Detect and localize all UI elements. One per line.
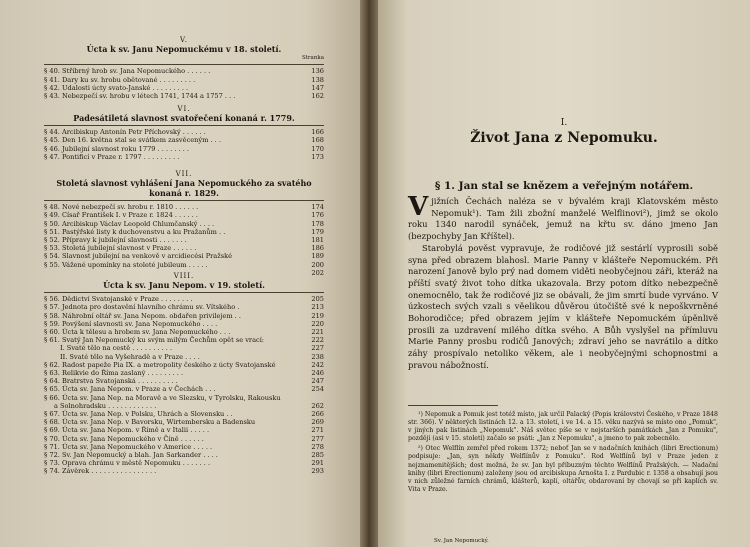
toc-entry — [44, 67, 324, 75]
toc-entry-title: Sv. Jan Nepomucký a blah. Jan Sarkander . . . . — [62, 451, 218, 460]
toc-entry-number: § 64. — [44, 377, 60, 386]
body-text — [408, 192, 718, 372]
toc-entry — [44, 303, 324, 311]
toc-entry — [44, 128, 324, 136]
toc-entry-number: § 47. — [44, 152, 60, 161]
toc-entry — [44, 76, 324, 84]
toc-entry-page: 227 — [311, 344, 324, 353]
toc-entry-number: § 73. — [44, 459, 60, 468]
toc-entry-title: Udalosti úcty svato-Janské . . . . . . . . . — [62, 83, 189, 92]
chapter-numeral: I. — [560, 118, 568, 128]
toc-entry-page: 247 — [311, 377, 324, 386]
toc-entry-page: 242 — [311, 360, 324, 369]
toc-entry-title: Jubilejní slavnost roku 1779 . . . . . . . . — [62, 144, 189, 153]
toc-entry — [44, 443, 324, 451]
toc-entry-number: § 72. — [44, 451, 60, 460]
toc-entry-title: Závěrek . . . . . . . . . . . . . . . . — [62, 467, 157, 476]
toc-entry-page: 238 — [311, 352, 324, 361]
toc-entry-title: I. Svaté tělo na cestě . . . . . . . . . . — [60, 344, 173, 353]
toc-entry-number: § 52. — [44, 236, 60, 245]
toc-entry-title: Úcta sv. Jana Nepom. v Praze a v Čechách . . . — [62, 385, 216, 394]
toc-entry-title: Slavnost jubilejní na venkově v arcidiecési Pražské — [62, 252, 232, 261]
toc-chapter-title: Úcta k sv. Janu Nepomuckému v 18. století. — [86, 44, 282, 55]
toc-entry-page: 269 — [311, 418, 324, 427]
toc-chapter-numeral: V. — [179, 36, 189, 44]
toc-entry-number: § 67. — [44, 410, 60, 419]
toc-entry-page: 200 — [311, 260, 324, 269]
toc-entry-page: 291 — [311, 459, 324, 468]
toc-entry-page: 293 — [311, 467, 324, 476]
toc-entry-title: Arcibiskup Antonín Petr Příchovský . . . . . . — [62, 128, 206, 137]
toc-chapter-title: Stoletá slavnost vyhlášení Jana Nepomuckého za svatého konaná r. 1829. — [56, 178, 312, 199]
toc-entry-title: Stříbrný hrob sv. Jana Nepomuckého . . . . . . — [62, 67, 211, 76]
right-page — [378, 0, 750, 547]
toc-entry-title: Jednota pro dostavění hlavního chrámu sv. Vítského . — [62, 303, 240, 312]
toc-entry-number: § 49. — [44, 211, 60, 220]
toc-entry-title: Úcta sv. Jana Nep. v Bavorsku, Wirtembersku a Badensku — [62, 418, 256, 427]
toc-entry-title: Vážené upomínky na stoleté jubileum . . . . . — [62, 260, 208, 269]
toc-entry-page: 219 — [311, 311, 324, 320]
toc-entry — [44, 320, 324, 328]
toc-entry-title: Úcta sv. Jana Nep. na Moravě a ve Slezsku, v Tyrolsku, Rakousku — [62, 393, 281, 402]
toc-entry-page: 246 — [311, 369, 324, 378]
toc-entry-page: 213 — [311, 303, 324, 312]
toc-entry-title: Svatý Jan Nepomucký ku svým milým Čechům opět se vrací: — [62, 336, 265, 345]
section-title: § 1. Jan stal se knězem a veřejným notářem. — [434, 180, 694, 192]
toc-entry — [44, 92, 324, 100]
footnote-rule — [408, 405, 498, 406]
toc-entry-title: Nové nebezpečí sv. hrobu r. 1810 . . . . . . — [62, 203, 199, 212]
toc-rule — [44, 125, 324, 126]
toc-entry-number: § 56. — [44, 295, 60, 304]
chapter-title: Život Jana z Nepomuku. — [470, 130, 658, 146]
toc-entry — [44, 236, 324, 244]
toc-entry-number: § 51. — [44, 227, 60, 236]
toc-entry-page: 220 — [311, 319, 324, 328]
toc-entry-page: 138 — [311, 75, 324, 84]
toc-entry-number: § 53. — [44, 244, 60, 253]
toc-entry-page: 174 — [311, 203, 324, 212]
toc-entry-number: § 71. — [44, 442, 60, 451]
toc-entry-title: Úcta sv. Jana Nepomuckého v Americe . . . . . — [62, 442, 213, 451]
toc-rule — [44, 64, 324, 65]
toc-entry — [44, 228, 324, 236]
toc-entry-number: § 62. — [44, 360, 60, 369]
toc-entry — [44, 153, 324, 161]
toc-entry — [44, 252, 324, 260]
toc-entry-number: § 61. — [44, 336, 60, 345]
toc-entry — [44, 369, 324, 377]
toc-entry-title: Úcta k tělesu a hrobem sv. Jana Nepomuckého . . . — [62, 328, 231, 337]
toc-entry — [44, 385, 324, 393]
toc-entry-title: a Solnohradsku . . . . . . . . . . . . — [54, 401, 157, 410]
footnotes — [408, 411, 718, 496]
toc-entry-page: 162 — [311, 92, 324, 101]
toc-chapter-title: Padesátiletá slavnost svatořečení konaná r. 1779. — [73, 113, 295, 124]
toc-entry-title: Náhrobní oltář sv. Jana Nepom. obdařen privilejem . . — [62, 311, 241, 320]
paragraph-1-text: jižních Čechách naléza se v bývalém kraji Klatovském město Nepomuk¹). Tam žili zbožní manželé Welflinovi²), jimž se okolo roku 1340 narodil synáček, jemuž na křtu sv. dáno jmeno Jan (bezpochyby Jan Kříštel). — [408, 196, 718, 242]
toc-entry-title: Přípravy k jubilejní slavnosti . . . . . . . — [62, 236, 187, 245]
toc-entry-title: Den 16. května stal se svátkem zasvěceným . . . — [62, 136, 221, 145]
toc-entry-page: 205 — [311, 295, 324, 304]
toc-entry-page: 173 — [311, 152, 324, 161]
toc-entry-page: 189 — [311, 252, 324, 261]
toc-entry — [44, 459, 324, 467]
toc-chapter-block — [44, 105, 324, 161]
toc-entry-number: § 44. — [44, 128, 60, 137]
toc-entry-number: § 42. — [44, 83, 60, 92]
toc-entry-title: Nebezpečí sv. hrobu v létech 1741, 1744 a 1757 . . . — [62, 92, 236, 101]
toc-entry-title: Stoletá jubilejní slavnost v Praze . . . . . . — [62, 244, 197, 253]
toc-entry-number: § 60. — [44, 328, 60, 337]
toc-entry — [44, 328, 324, 336]
toc-entry-page: 262 — [311, 401, 324, 410]
toc-entry-title: Radost papeže Pia IX. a metropolity českého z úcty Svatojanské — [62, 360, 276, 369]
toc-entry-title: Povýšení slavnosti sv. Jana Nepomuckého . . . . — [62, 319, 218, 328]
toc-entry — [44, 435, 324, 443]
toc-chapter-numeral: VII. — [175, 170, 193, 178]
toc-entry-title: Úcta sv. Jana Nep. v Polsku, Uhrách a Slovensku . . — [62, 410, 233, 419]
toc-entry-number: § 68. — [44, 418, 60, 427]
toc-entry-title: Bratrstva Svatojanská . . . . . . . . . . — [62, 377, 178, 386]
toc-entry — [44, 361, 324, 369]
toc-entry — [44, 426, 324, 434]
toc-entry-page: 181 — [311, 236, 324, 245]
book-gutter — [360, 0, 378, 547]
drop-cap: V — [408, 192, 429, 222]
toc-entry-number: § 40. — [44, 67, 60, 76]
toc-entry-page: 254 — [311, 385, 324, 394]
toc-rule — [44, 292, 324, 293]
toc-entry-title: Dary ku sv. hrobu obětované . . . . . . . . . — [62, 75, 196, 84]
toc-entry-page: 202 — [311, 268, 324, 277]
toc-entry-page: 168 — [311, 136, 324, 145]
toc-entry — [44, 244, 324, 252]
toc-entry — [44, 136, 324, 144]
toc-entry-number: § 58. — [44, 311, 60, 320]
toc-entry-number: § 69. — [44, 426, 60, 435]
toc-entry-page: 170 — [311, 144, 324, 153]
toc-entry-number: § 74. — [44, 467, 60, 476]
toc-entry — [44, 295, 324, 303]
toc-entry — [44, 344, 324, 352]
toc-entry-title: Dědictví Svatojanské v Praze . . . . . . . . — [62, 295, 193, 304]
toc-chapter-numeral: VI. — [177, 105, 191, 113]
toc-page-column-header: Stranka — [301, 55, 324, 62]
paragraph-2: Starobylá pověst vypravuje, že rodičové již sestárlí vyprosili sobě syna před obrazem blahosl. Marie Panny v klášteře Nepomuckém. Při narození Janově bylo prý nad domem viděti neobyčejnou záři, kteráž na příští svatý život toho dítka ukazovala. Brzy potom dítko nebezpečně onemocnělo, tak že rodičové jiz se obávali, že jim smrtí bude vyrváno. V úzkostech svých vzali s věelikou důvěrou útočiště své k nepoškvrněné Bohorodičce; před obrazem jejím v klášteře Nepomuckém úpěnlivě prosili za uzdravení milého dítka svého. A Bůh vyslyšel na přímluvu Marie Panny prosbu rodičů Janových; zdraví jeho se navrátilo a dítko záhy prospívalo netoliko věkem, ale i neobyčejnými schopnostmi a pravou nábožností. — [408, 242, 718, 370]
toc-entry-number: § 59. — [44, 319, 60, 328]
toc-entry-title: Arcibiskup Václav Leopold Chlumčanský . . . . — [62, 219, 215, 228]
toc-entry-page: 278 — [311, 442, 324, 451]
toc-entry — [44, 211, 324, 219]
toc-entry-page: 222 — [311, 336, 324, 345]
toc-entry — [44, 84, 324, 92]
toc-entry — [44, 402, 324, 410]
toc-entry-page: 285 — [311, 451, 324, 460]
toc-entry-title: Císař František I. v Praze r. 1824 . . . . . . — [62, 211, 198, 220]
toc-entry-number: § 66. — [44, 393, 60, 402]
toc-entry-page: 186 — [311, 244, 324, 253]
toc-entry-title: Úcta sv. Jana Nepom. v Římě a v Italii . . . . . — [62, 426, 210, 435]
toc-entry-title: Úcta sv. Jana Nepomuckého v Číně . . . . . . — [62, 434, 204, 443]
toc-entry-page: 136 — [311, 67, 324, 76]
toc-entry — [44, 145, 324, 153]
bottom-caption: Sv. Jan Nepomucký. — [434, 538, 489, 544]
toc-entry-title: Relikvie do Říma zaslaný . . . . . . . . . — [62, 369, 184, 378]
toc-entry-page: 271 — [311, 426, 324, 435]
toc-rule — [44, 200, 324, 201]
toc-chapter-block — [44, 36, 324, 100]
toc-entry — [44, 336, 324, 344]
toc-entry-number: § 50. — [44, 219, 60, 228]
toc-entry-number: § 63. — [44, 369, 60, 378]
toc-entry — [44, 312, 324, 320]
toc-entry-page: 179 — [311, 227, 324, 236]
toc-chapter-title: Úcta k sv. Janu Nepom. v 19. století. — [103, 280, 265, 291]
toc-entry-number: § 55. — [44, 260, 60, 269]
toc-entry-page: 277 — [311, 434, 324, 443]
toc-entry-title: II. Svaté tělo na Vyšehradě a v Praze . . . . — [60, 352, 200, 361]
toc-entry-page: 266 — [311, 410, 324, 419]
toc-entry-title: Pontificí v Praze r. 1797 . . . . . . . . . — [62, 152, 180, 161]
toc-entry-page: 178 — [311, 219, 324, 228]
toc-entry — [44, 451, 324, 459]
toc-entry-number: § 46. — [44, 144, 60, 153]
paragraph-1 — [408, 192, 718, 243]
left-page — [0, 0, 360, 547]
toc-entry-page: 166 — [311, 128, 324, 137]
toc-entry — [44, 353, 324, 361]
toc-entry-number: § 45. — [44, 136, 60, 145]
toc-chapter-numeral: VIII. — [173, 272, 195, 280]
footnote-1: ¹) Nepomuk a Pomuk jest totéž místo, jak určil Palacký (Popis království Českého, v Praze 1848 str. 366). V některých listinách 12. a 13. století, i ve 14. a 15. věku nazývá se místo ono „Pomuk", v jiných pak listinách „Nepomuk". Náš světec píše se v nejstarších památkách „Jan z Pomuku", později (asi v 15. století) začalo se psáti: „Jan z Nepomuku", a jmeno to pak zobecnělo. — [408, 411, 718, 443]
toc-entry — [44, 467, 324, 475]
footnote-2: ²) Otec Welflín zemřel před rokem 1372; neboť Jan se v nadačních knihách (libri Erectionum) podpisuje: „Jan, syn někdy Welflínův z Pomuku". Rod Welflínů byl v Praze jeden z nejznamenitějších; dost možná, že sv. Jan byl příbuzným těchto Welflínů Pražských. — Nadační knihy (libri Erectionum) založeny jsou od arcibiskupa Arnošta I. z Pardubic r. 1358 a obsahují jsou v nich zůležné farních chrámů, klášterů, kaplí, oltářův, obdarovaní by chovají se při kaplích sv. Vita v Praze. — [408, 445, 718, 493]
toc-entry-page: 176 — [311, 211, 324, 220]
toc-entry-number: § 57. — [44, 303, 60, 312]
toc-chapter-block — [44, 272, 324, 476]
toc-entry-number: § 54. — [44, 252, 60, 261]
toc-entry — [44, 220, 324, 228]
toc-entry — [44, 261, 324, 269]
toc-entry-number: § 70. — [44, 434, 60, 443]
toc-entry-number: § 43. — [44, 92, 60, 101]
toc-entry-number: § 65. — [44, 385, 60, 394]
toc-entry-page: 221 — [311, 328, 324, 337]
toc-entry-title: Oprava chrámu v městě Nepomuku . . . . . . . — [62, 459, 211, 468]
toc-entry-title: Pastýřské listy k duchovenstvu a ku Pražanům . . — [62, 227, 226, 236]
toc-entry — [44, 394, 324, 402]
toc-entry-page: 147 — [311, 83, 324, 92]
toc-entry-number: § 41. — [44, 75, 60, 84]
toc-entry-number: § 48. — [44, 203, 60, 212]
